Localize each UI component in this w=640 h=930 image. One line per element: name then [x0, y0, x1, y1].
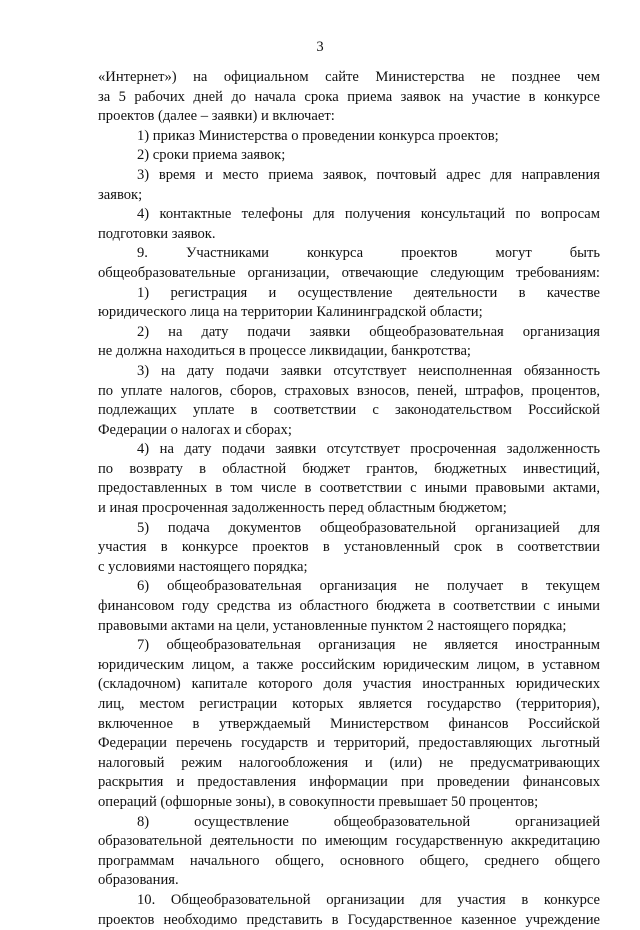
text-line: правовыми актами на цели, установленные пунктом 2 настоящего порядка;	[98, 617, 567, 634]
text-line: 6) общеобразовательная организация не получает в текущем	[137, 578, 600, 595]
text-line: операций (офшорные зоны), в совокупности превышает 50 процентов;	[98, 793, 539, 810]
text-line: образования.	[98, 872, 179, 889]
text-line: 7) общеобразовательная организация не является иностранным	[137, 637, 600, 654]
text-line: Федерации перечень государств и территорий, предоставляющих льготный	[98, 735, 600, 752]
text-line: заявок;	[98, 186, 143, 203]
text-line: 2) сроки приема заявок;	[137, 147, 286, 164]
text-line: предоставленных в том числе в соответствии с иными правовыми актами,	[98, 480, 600, 497]
text-line: по возврату в областной бюджет грантов, бюджетных инвестиций,	[98, 460, 600, 477]
text-line: 1) приказ Министерства о проведении конкурса проектов;	[137, 127, 499, 144]
text-line: 10. Общеобразовательной организации для участия в конкурсе	[137, 891, 600, 908]
text-line: юридическим лицом, а также российским юридическим лицом, в уставном	[98, 656, 600, 673]
text-line: и иная просроченная задолженность перед областным бюджетом;	[98, 500, 507, 517]
text-line: 5) подача документов общеобразовательной организацией для	[137, 519, 600, 536]
text-line: 3) на дату подачи заявки отсутствует неисполненная обязанность	[137, 362, 600, 379]
text-line: 3) время и место приема заявок, почтовый адрес для направления	[137, 166, 600, 183]
text-line: раскрытия и предоставления информации при проведении финансовых	[98, 774, 600, 791]
text-line: 1) регистрация и осуществление деятельности в качестве	[137, 284, 600, 301]
text-line: включенное в утверждаемый Министерством финансов Российской	[98, 715, 600, 732]
text-line: 9. Участниками конкурса проектов могут быть	[137, 245, 600, 262]
text-line: (складочном) капитале которого доля участия иностранных юридических	[98, 676, 600, 693]
text-line: проектов (далее – заявки) и включает:	[98, 108, 335, 125]
text-line: лиц, местом регистрации которых является государство (территория),	[98, 696, 600, 712]
text-line: Федерации о налогах и сборах;	[98, 421, 292, 438]
text-line: образовательной деятельности по имеющим государственную аккредитацию	[98, 833, 600, 850]
text-line: финансовом году средства из областного бюджета в соответствии с иными	[98, 598, 600, 615]
text-line: с условиями настоящего порядка;	[98, 558, 308, 575]
text-line: по уплате налогов, сборов, страховых взносов, пеней, штрафов, процентов,	[98, 382, 600, 399]
text-line: подготовки заявок.	[98, 225, 216, 242]
text-line: 4) на дату подачи заявки отсутствует просроченная задолженность	[137, 441, 600, 458]
text-line: 2) на дату подачи заявки общеобразовательная организация	[137, 323, 600, 340]
text-line: проектов необходимо представить в Государственное казенное учреждение	[98, 911, 600, 928]
text-line: 4) контактные телефоны для получения консультаций по вопросам	[137, 206, 600, 223]
text-line: программам начального общего, основного общего, среднего общего	[98, 852, 600, 869]
text-line: «Интернет») на официальном сайте Министерства не позднее чем	[98, 69, 600, 85]
text-line: налоговый режим налогообложения и (или) не предусматривающих	[98, 754, 600, 771]
text-line: юридического лица на территории Калининградской области;	[98, 304, 483, 321]
text-line: 8) осуществление общеобразовательной организацией	[137, 813, 600, 830]
page-number: 3	[316, 39, 324, 55]
text-line: не должна находиться в процессе ликвидации, банкротства;	[98, 343, 471, 360]
document-body	[98, 68, 600, 930]
text-line: участия в конкурсе проектов в установленный срок в соответствии	[98, 539, 600, 556]
text-line: за 5 рабочих дней до начала срока приема заявок на участие в конкурсе	[98, 88, 600, 105]
text-line: подлежащих уплате в соответствии с законодательством Российской	[98, 402, 600, 419]
text-line: общеобразовательные организации, отвечающие следующим требованиям:	[98, 264, 600, 281]
